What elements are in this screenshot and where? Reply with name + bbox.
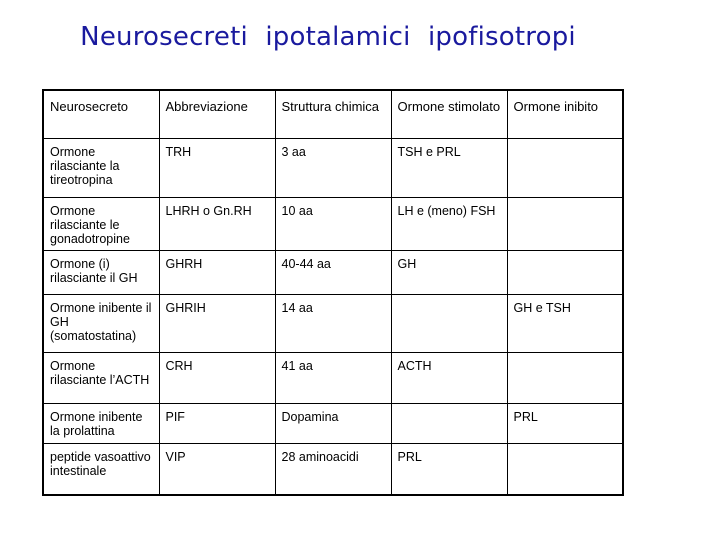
cell-neurosecreto: Ormone inibente il GH (somatostatina) bbox=[43, 294, 159, 352]
table-header-row bbox=[43, 90, 623, 138]
header-struttura-chimica: Struttura chimica bbox=[275, 90, 391, 138]
cell-ormone-inibito bbox=[507, 352, 623, 403]
cell-ormone-inibito: GH e TSH bbox=[507, 294, 623, 352]
cell-abbreviazione: TRH bbox=[159, 138, 275, 197]
cell-abbreviazione: LHRH o Gn.RH bbox=[159, 197, 275, 250]
cell-abbreviazione: VIP bbox=[159, 443, 275, 495]
cell-struttura-chimica: 10 aa bbox=[275, 197, 391, 250]
cell-abbreviazione: GHRIH bbox=[159, 294, 275, 352]
table-row bbox=[43, 403, 623, 443]
page-title: Neurosecreti ipotalamici ipofisotropi bbox=[80, 22, 576, 52]
table-row bbox=[43, 352, 623, 403]
cell-abbreviazione: CRH bbox=[159, 352, 275, 403]
cell-struttura-chimica: 3 aa bbox=[275, 138, 391, 197]
cell-ormone-stimolato: LH e (meno) FSH bbox=[391, 197, 507, 250]
cell-neurosecreto: peptide vasoattivo intestinale bbox=[43, 443, 159, 495]
cell-ormone-inibito: PRL bbox=[507, 403, 623, 443]
neurosecretion-table bbox=[42, 89, 624, 496]
table-row bbox=[43, 294, 623, 352]
cell-struttura-chimica: 40-44 aa bbox=[275, 250, 391, 294]
cell-ormone-inibito bbox=[507, 443, 623, 495]
cell-ormone-stimolato: ACTH bbox=[391, 352, 507, 403]
table-row bbox=[43, 443, 623, 495]
cell-neurosecreto: Ormone rilasciante la tireotropina bbox=[43, 138, 159, 197]
cell-neurosecreto: Ormone rilasciante l’ACTH bbox=[43, 352, 159, 403]
cell-neurosecreto: Ormone rilasciante le gonadotropine bbox=[43, 197, 159, 250]
cell-struttura-chimica: Dopamina bbox=[275, 403, 391, 443]
cell-ormone-stimolato: GH bbox=[391, 250, 507, 294]
header-neurosecreto: Neurosecreto bbox=[43, 90, 159, 138]
cell-ormone-stimolato bbox=[391, 294, 507, 352]
header-ormone-stimolato: Ormone stimolato bbox=[391, 90, 507, 138]
cell-struttura-chimica: 28 aminoacidi bbox=[275, 443, 391, 495]
header-ormone-inibito: Ormone inibito bbox=[507, 90, 623, 138]
table-row bbox=[43, 197, 623, 250]
cell-abbreviazione: PIF bbox=[159, 403, 275, 443]
cell-ormone-inibito bbox=[507, 138, 623, 197]
table-row bbox=[43, 250, 623, 294]
cell-struttura-chimica: 14 aa bbox=[275, 294, 391, 352]
cell-ormone-inibito bbox=[507, 197, 623, 250]
cell-neurosecreto: Ormone inibente la prolattina bbox=[43, 403, 159, 443]
cell-neurosecreto: Ormone (i) rilasciante il GH bbox=[43, 250, 159, 294]
cell-struttura-chimica: 41 aa bbox=[275, 352, 391, 403]
cell-ormone-inibito bbox=[507, 250, 623, 294]
header-abbreviazione: Abbreviazione bbox=[159, 90, 275, 138]
cell-abbreviazione: GHRH bbox=[159, 250, 275, 294]
cell-ormone-stimolato bbox=[391, 403, 507, 443]
table-row bbox=[43, 138, 623, 197]
cell-ormone-stimolato: PRL bbox=[391, 443, 507, 495]
cell-ormone-stimolato: TSH e PRL bbox=[391, 138, 507, 197]
